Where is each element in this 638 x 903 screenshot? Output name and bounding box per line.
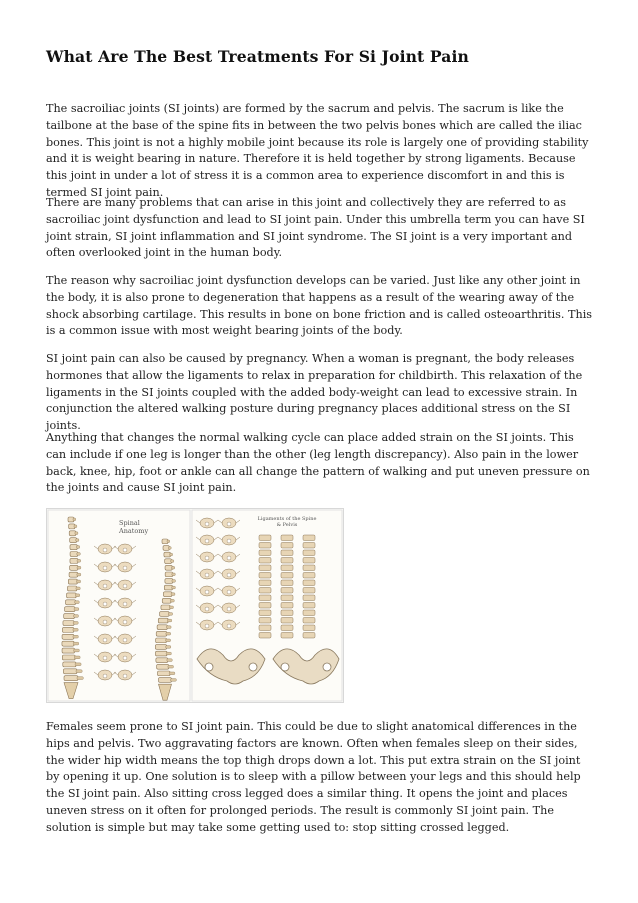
- page-title: What Are The Best Treatments For Si Joint Pain: [46, 47, 469, 66]
- paragraph-2: There are many problems that can arise in this joint and collectively they are referred to as sacroiliac joint dysfunction and lead to SI joint pain. Under this umbrella term you can have SI joint strain, SI joint inflammation and SI joint syndrome. The SI joint is a very important and often overlooked joint in the human body.: [46, 196, 585, 260]
- paragraph-6: Females seem prone to SI joint pain. This could be due to slight anatomical differences in the hips and pelvis. Two aggravating factors are known. Often when females sleep on their sides, the wider hip width means the top thigh drops down a lot. This put extra strain on the SI joint by opening it up. One solution is to sleep with a pillow between your legs and this should help the SI joint pain. Also sitting cross legged does a similar thing. It opens the joint and places uneven stress on it often for prolonged periods. The result is commonly SI joint pain. The solution is simple but may take some getting used to: stop sitting crossed legged.: [46, 720, 581, 834]
- spine-anatomy-poster-image: [46, 508, 344, 703]
- right-poster-title-line1: Ligaments of the Spine: [257, 516, 317, 522]
- left-poster-title-line1: Spinal: [119, 519, 140, 527]
- right-poster-title-line2: & Pelvis: [276, 522, 298, 528]
- paragraph-5: Anything that changes the normal walking cycle can place added strain on the SI joints. This can include if one leg is longer than the other (leg length discrepancy). Also pain in the lower back, knee, hip, foot or ankle can all change the pattern of walking and put uneven pressure on the joints and cause SI joint pain.: [46, 431, 590, 495]
- paragraph-3: The reason why sacroiliac joint dysfunction develops can be varied. Just like any other joint in the body, it is also prone to degeneration that happens as a result of the wearing away of the shock absorbing cartilage. This results in bone on bone friction and is called osteoarthritis. This is a common issue with most weight bearing joints of the body.: [46, 274, 593, 338]
- paragraph-4: SI joint pain can also be caused by pregnancy. When a woman is pregnant, the body releases hormones that allow the ligaments to relax in preparation for childbirth. This relaxation of the ligaments in the SI joints coupled with the added body-weight can lead to excessive strain. In conjunction the altered walking posture during pregnancy places additional stress on the SI joints.: [46, 352, 583, 433]
- paragraph-1: The sacroiliac joints (SI joints) are formed by the sacrum and pelvis. The sacrum is like the tailbone at the base of the spine fits in between the two pelvis bones which are called the iliac bones. This joint is not a highly mobile joint because its role is largely one of providing stability and it is weight bearing in nature. Therefore it is held together by strong ligaments. Because this joint in under a lot of stress it is a common area to experience discomfort in and this is termed SI joint pain.: [46, 102, 589, 199]
- spine-anatomy-illustration: [47, 509, 343, 702]
- left-poster-title-line2: Anatomy: [119, 527, 149, 535]
